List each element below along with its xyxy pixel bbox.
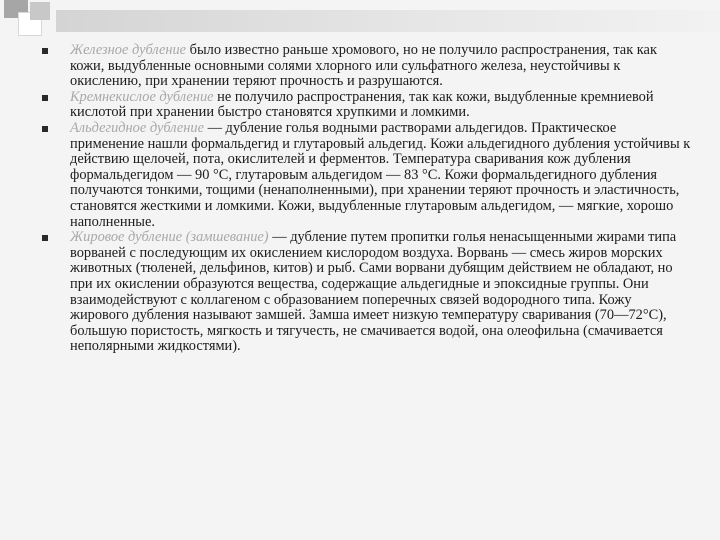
square-bullet-icon xyxy=(42,126,48,132)
list-item xyxy=(42,43,692,90)
square-bullet-icon xyxy=(42,235,48,241)
item-text: — дубление голья водными растворами альдегидов. Практическое применение нашли формальдегид и глутаровый альдегид. Кожи альдегидного дубления устойчивы к действию щелочей, пота, окислителей и ферментов. Температура сваривания кож дубления формальдегидом — 90 °С, глутаровым альдегидом — 83 °С. Кожи формальдегидного дубления получаются тонкими, тощими (ненаполненными), при хранении теряют прочность и эластичность, становятся жесткими и ломкими. Кожи, выдубленные глутаровым альдегидом, — мягкие, хорошо наполненные. xyxy=(70,119,691,230)
item-text: — дубление путем пропитки голья ненасыщенными жирами типа ворваней с последующим их окислением кислородом воздуха. Ворвань — смесь жиров морских животных (тюленей, дельфинов, китов) и рыб. Сами ворвани дубящим действием не обладают, но при их окислении образуются вещества, содержащие альдегидные и эпоксидные группы. Они взаимодействуют с коллагеном с образованием поперечных связей водородного типа. Кожу жирового дубления называют замшей. Замша имеет низкую температуру сваривания (70—72°С), большую пористость, мягкость и тягучесть, не смачивается водой, она олеофильна (смачивается неполярными жидкостями). xyxy=(70,229,677,355)
deco-square xyxy=(30,2,50,20)
square-bullet-icon xyxy=(42,95,48,101)
slide-decoration xyxy=(0,0,720,40)
item-text: было известно раньше хромового, но не получило распространения, так как кожи, выдубленные основными солями хлорного или сульфатного железа, неустойчивы к окислению, при хранении теряют прочность и разрушаются. xyxy=(70,42,657,90)
term-label: Альдегидное дубление xyxy=(70,119,204,136)
list-item xyxy=(42,230,692,355)
term-label: Железное дубление xyxy=(70,42,187,58)
item-text: не получило распространения, так как кожи, выдубленные кремниевой кислотой при хранении быстро становятся хрупкими и ломкими. xyxy=(70,88,654,121)
header-gradient-strip xyxy=(56,10,720,32)
term-label: Жировое дубление (замшевание) xyxy=(70,229,269,246)
list-item xyxy=(42,90,692,121)
list-item xyxy=(42,121,692,230)
term-label: Кремнекислое дубление xyxy=(70,88,214,105)
square-bullet-icon xyxy=(42,48,48,54)
bullet-list xyxy=(42,43,692,355)
